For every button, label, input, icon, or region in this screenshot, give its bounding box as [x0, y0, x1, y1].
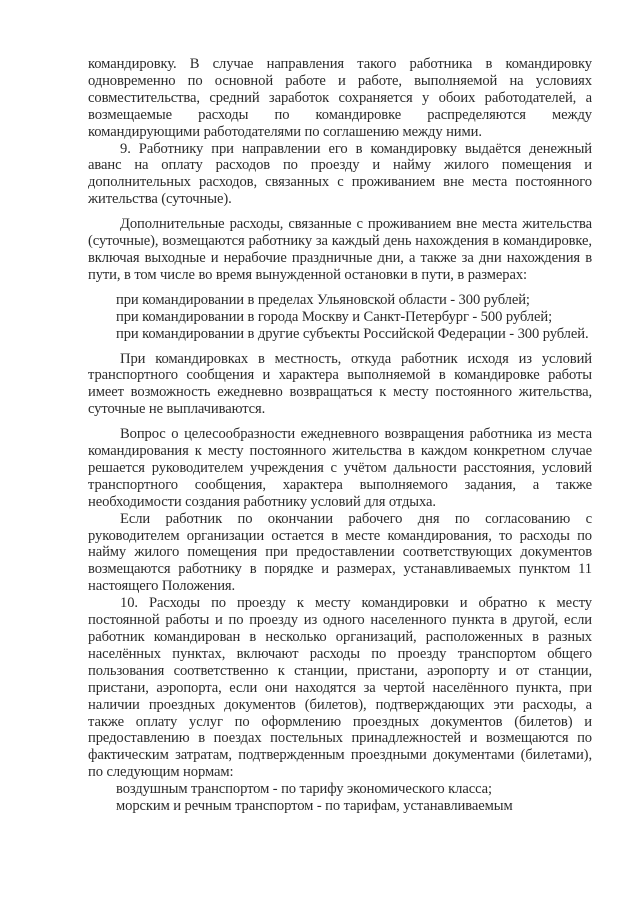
- paragraph-item-9: 9. Работнику при направлении его в командировку выдаётся денежный аванс на оплату расходов по проезду и найму жилого помещения и дополнительных расходов, связанных с проживанием вне места постоянного жительства (суточные).: [88, 140, 592, 208]
- paragraph-daily-allowance: Дополнительные расходы, связанные с проживанием вне места жительства (суточные), возмещаются работнику за каждый день нахождения в командировке, включая выходные и нерабочие праздничные дни, а также за дни нахождения в пути, в том числе во время вынужденной остановки в пути, в размерах:: [88, 216, 592, 283]
- paragraph-daily-return: При командировках в местность, откуда работник исходя из условий транспортного сообщения и характера выполняемой в командировке работы имеет возможность ежедневно возвращаться к месту постоянного жительства, суточные не выплачиваются.: [88, 350, 592, 418]
- paragraph-continuation: командировку. В случае направления такого работника в командировку одновременно по основной работе и работе, выполняемой на условиях совместительства, средний заработок сохраняется у обоих работодателей, а возмещаемые расходы по командировке распределяются между командирующими работодателями по соглашению между ними.: [88, 56, 592, 140]
- rate-ulyanovsk-region: при командировании в пределах Ульяновской области - 300 рублей;: [116, 291, 530, 308]
- paragraph-return-decision: Вопрос о целесообразности ежедневного возвращения работника из места командирования к месту постоянного жительства в каждом конкретном случае решается руководителем учреждения с учётом дальности расстояния, условий транспортного сообщения, характера выполняемого задания, а также необходимости создания работнику условий для отдыха.: [88, 426, 592, 510]
- rate-other-regions: при командировании в другие субъекты Российской Федерации - 300 рублей.: [116, 325, 589, 342]
- paragraph-item-10: 10. Расходы по проезду к месту командировки и обратно к месту постоянной работы и по проезду из одного населенного пункта в другой, если работник командирован в несколько организаций, расположенных в разных населённых пунктах, включают расходы по проезду транспортом общего пользования соответственно к станции, пристани, аэропорту и от станции, пристани, аэропорта, если они находятся за чертой населённого пункта, при наличии проездных документов (билетов), подтверждающих эти расходы, а также оплату услуг по оформлению проездных документов (билетов) и предоставлению в поездах постельных принадлежностей и возмещаются по фактическим затратам, подтвержденным проездными документами (билетами), по следующим нормам:: [88, 595, 592, 781]
- norm-air-transport: воздушным транспортом - по тарифу экономического класса;: [116, 781, 492, 798]
- rate-moscow-saint-petersburg: при командировании в города Москву и Санкт-Петербург - 500 рублей;: [116, 308, 553, 325]
- paragraph-stay-over: Если работник по окончании рабочего дня по согласованию с руководителем организации остается в месте командирования, то расходы по найму жилого помещения при предоставлении соответствующих документов возмещаются работнику в порядке и размерах, устанавливаемых пунктом 11 настоящего Положения.: [88, 510, 592, 595]
- norm-sea-river-transport: морским и речным транспортом - по тарифам, устанавливаемым: [116, 798, 513, 815]
- document-body: [88, 56, 592, 815]
